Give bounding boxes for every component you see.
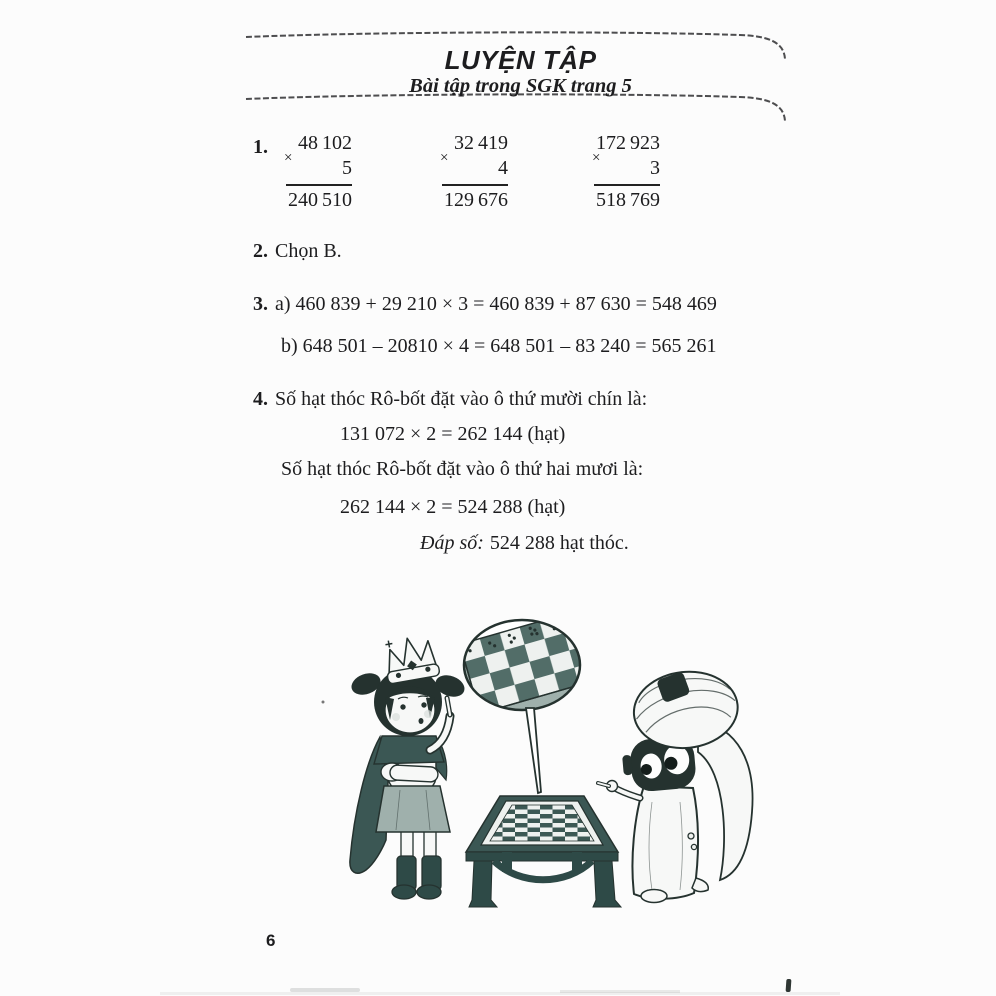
problem4-calc1: 131 072 × 2 = 262 144 (hạt) (340, 423, 566, 445)
answer-label: Đáp số: (420, 532, 484, 554)
problem4-statement1 (253, 388, 647, 411)
answer-value: 524 288 hạt thóc. (489, 532, 629, 554)
problem2 (253, 240, 342, 263)
eye-right (421, 702, 426, 707)
illustration (300, 602, 770, 932)
product: 518 769 (594, 184, 660, 211)
multiply-sign: × (284, 150, 293, 166)
product: 129 676 (442, 184, 508, 211)
problem2-text: Chọn B. (275, 240, 342, 262)
robot-foot (641, 890, 667, 903)
multiply-sign: × (592, 150, 601, 166)
problem4-answer (420, 532, 629, 555)
problem4-statement1-text: Số hạt thóc Rô-bốt đặt vào ô thứ mười chín là: (275, 388, 648, 410)
page-subtitle: Bài tập trong SGK trang 5 (409, 75, 632, 97)
speech-bubble (449, 610, 603, 793)
multiplier: 3 (650, 157, 660, 179)
problem4-statement2: Số hạt thóc Rô-bốt đặt vào ô thứ hai mươi là: (281, 458, 644, 480)
robot (598, 666, 753, 903)
problem2-label: 2. (253, 240, 268, 262)
leg-right (424, 830, 436, 858)
problem4-calc2: 262 144 × 2 = 524 288 (hạt) (340, 496, 566, 518)
robe (632, 786, 698, 899)
page-number: 6 (266, 931, 276, 950)
mouth (419, 718, 424, 724)
problem3-label: 3. (253, 293, 268, 315)
multiplication-1 (286, 132, 352, 211)
scan-smudge (160, 992, 840, 995)
page-title: LUYỆN TẬP (444, 45, 597, 75)
skirt (376, 786, 450, 832)
problem1-label: 1. (253, 136, 268, 158)
problem3-line-b (281, 335, 717, 358)
crossed-arm (390, 765, 439, 782)
robot-bolt-2 (691, 844, 696, 849)
multiplication-2 (442, 132, 508, 211)
boot-left-foot (392, 885, 416, 899)
robot-shoe (692, 878, 708, 892)
robot-ear (622, 755, 633, 776)
problem4-label: 4. (253, 388, 268, 410)
chess-table (466, 796, 621, 907)
table-leg-left (469, 861, 497, 907)
robot-bolt-1 (688, 833, 694, 839)
multiplicand: 32 419 (453, 132, 508, 154)
boot-right-foot (417, 885, 441, 899)
multiplicand: 172 923 (595, 132, 660, 154)
multiplication-3 (594, 132, 660, 211)
scan-speck (786, 979, 792, 992)
bubble-tail (526, 708, 541, 793)
scan-speck (322, 701, 325, 704)
leg-left (401, 830, 413, 858)
princess-girl (348, 633, 467, 899)
crown (381, 633, 440, 684)
multiply-sign: × (440, 150, 449, 166)
multiplier: 5 (342, 157, 352, 179)
crown-cross (385, 640, 393, 648)
table-edge (466, 852, 618, 861)
blush-left (392, 713, 400, 721)
multiplicand: 48 102 (297, 132, 352, 154)
eye-left (400, 704, 405, 709)
problem3-equation-b: b) 648 501 – 20810 × 4 = 648 501 – 83 240 = 565 261 (281, 335, 717, 357)
product: 240 510 (286, 184, 352, 211)
problem3-equation-a: a) 460 839 + 29 210 × 3 = 460 839 + 87 630 = 548 469 (275, 293, 717, 315)
problem3-line-a (253, 293, 717, 316)
blush-right (424, 710, 432, 718)
multiplier: 4 (498, 157, 508, 179)
table-leg-right (593, 861, 621, 907)
